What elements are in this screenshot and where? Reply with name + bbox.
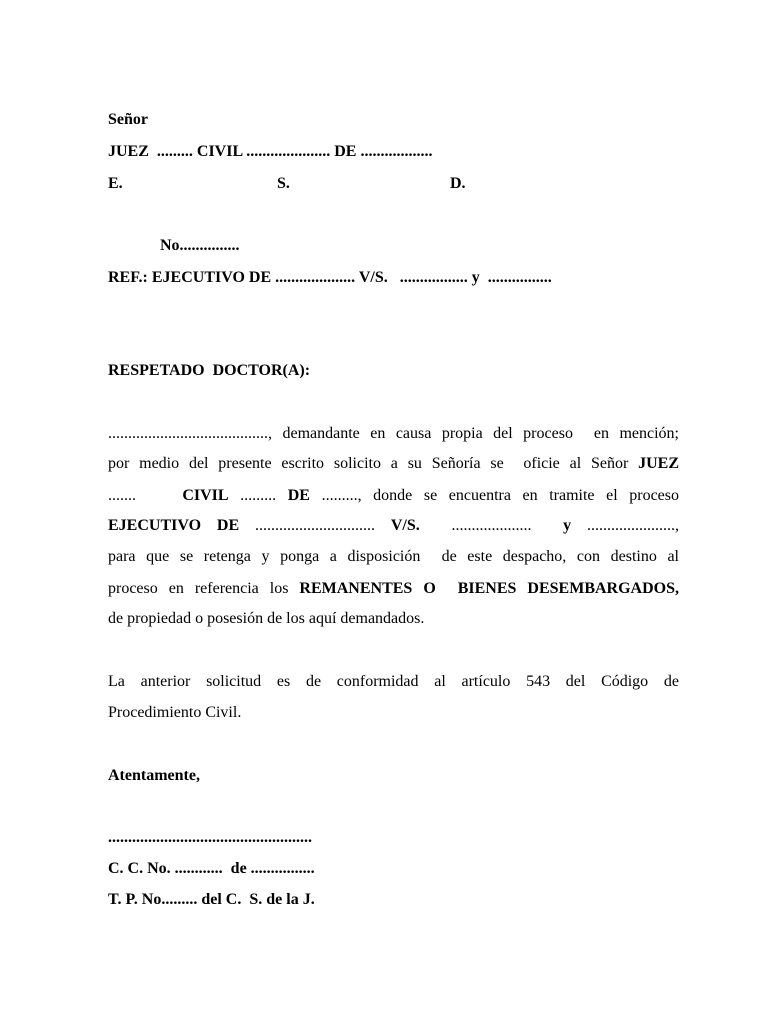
p1-l3-dots2: ......... xyxy=(228,487,288,504)
paragraph-1-line-3 xyxy=(108,486,679,506)
addressee-title: Señor xyxy=(108,111,148,128)
judge-line: JUEZ ......... CIVIL ..................... DE .................. xyxy=(108,143,433,160)
esd-d: D. xyxy=(450,175,466,192)
p1-l4-vs: V/S. xyxy=(390,517,420,534)
closing-atentamente: Atentamente, xyxy=(108,767,200,784)
esd-s: S. xyxy=(277,175,290,192)
case-number: No............... xyxy=(160,237,240,254)
id-card-line: C. C. No. ............ de ................ xyxy=(108,860,315,877)
p1-l3-dots: ....... xyxy=(108,487,183,504)
p1-l3-civil: CIVIL xyxy=(182,487,229,504)
p1-l3-rest: ........., donde se encuentra en tramite el proceso xyxy=(309,487,679,504)
salutation: RESPETADO DOCTOR(A): xyxy=(108,362,311,379)
p2-l1-text: La anterior solicitud es de conformidad al artículo 543 del Código de xyxy=(108,673,679,690)
p1-l6-remanentes: REMANENTES O BIENES DESEMBARGADOS, xyxy=(299,580,679,597)
paragraph-1-line-1 xyxy=(108,424,679,444)
p1-l5-text: para que se retenga y ponga a disposición de este despacho, con destino al xyxy=(108,548,679,565)
paragraph-1-line-6 xyxy=(108,579,679,599)
p1-l4-ejecutivo: EJECUTIVO DE xyxy=(108,517,240,534)
paragraph-1-line-4 xyxy=(108,516,679,536)
paragraph-2-line-1 xyxy=(108,672,679,692)
reference-line: REF.: EJECUTIVO DE .................... V/S. ................. y ................ xyxy=(108,269,552,286)
paragraph-1-line-2 xyxy=(108,454,679,474)
p1-l1-text: ........................................, demandante en causa propia del proceso en mención; xyxy=(108,425,679,442)
paragraph-1-line-7: de propiedad o posesión de los aquí demandados. xyxy=(108,610,425,627)
paragraph-1-line-5 xyxy=(108,547,679,567)
p1-l2-juez: JUEZ xyxy=(638,455,679,472)
p1-l4-dots3: ......................, xyxy=(571,517,680,534)
p1-l3-de: DE xyxy=(287,487,310,504)
signature-line: ................................................... xyxy=(108,829,312,846)
p1-l4-y: y xyxy=(563,517,572,534)
p1-l4-dots2: .................... xyxy=(419,517,564,534)
p1-l4-dots: .............................. xyxy=(239,517,391,534)
paragraph-2-line-2: Procedimiento Civil. xyxy=(108,704,242,721)
p1-l6-text: proceso en referencia los xyxy=(108,580,300,597)
professional-card-line: T. P. No......... del C. S. de la J. xyxy=(108,891,315,908)
esd-e: E. xyxy=(108,175,123,192)
p1-l2-text: por medio del presente escrito solicito a su Señoría se oficie al Señor xyxy=(108,455,639,472)
